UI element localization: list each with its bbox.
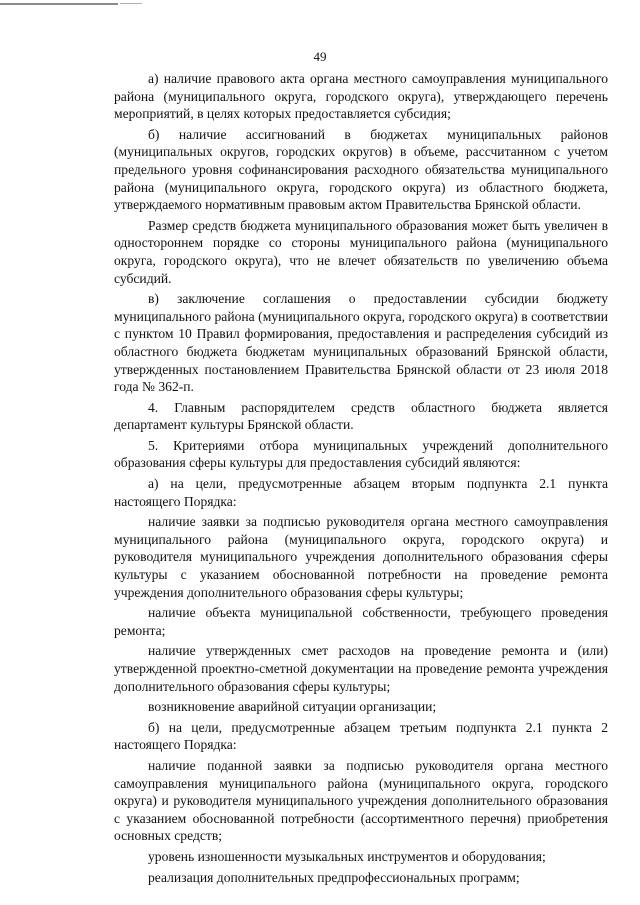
paragraph: наличие заявки за подписью руководителя органа местного самоуправления муниципального района (муниципального округа, городского округа) и руководителя муниципального учреждения дополнительного образования сферы культуры с указанием обоснованной потребности на проведение ремонта учреждения дополнительного образования сферы культуры;	[114, 514, 608, 600]
paragraph: наличие поданной заявки за подписью руководителя органа местного самоуправления муниципального района (муниципального округа, городского округа) и руководителя муниципального учреждения дополнительного образования с указанием обоснованной потребности (ассортиментного перечня) приобретения основных средств;	[114, 757, 608, 844]
paragraph: 5. Критериями отбора муниципальных учреждений дополнительного образования сферы культуры для предоставления субсидий являются:	[114, 437, 608, 471]
paragraph: Размер средств бюджета муниципального образования может быть увеличен в одностороннем порядке со стороны муниципального района (муниципального округа, городского округа), что не влечет обязательств по увеличению объема субсидий.	[114, 217, 608, 286]
paragraph: а) наличие правового акта органа местного самоуправления муниципального района (муниципального округа, городского округа), утверждающего перечень мероприятий, в целях которых предоставляется субсидия;	[114, 71, 608, 122]
paragraph: б) на цели, предусмотренные абзацем третьим подпункта 2.1 пункта 2 настоящего Порядка:	[114, 719, 608, 753]
paragraph: в) заключение соглашения о предоставлении субсидии бюджету муниципального района (муниципального округа, городского округа) в соответствии с пунктом 10 Правил формирования, предоставления и распределения субсидий из областного бюджета бюджетам муниципальных образований Брянской области, утвержденных постановлением Правительства Брянской области от 23 июля 2018 года № 362-п.	[114, 291, 608, 395]
page-number: 49	[313, 49, 327, 64]
document-body	[114, 70, 608, 889]
header-rule	[0, 3, 118, 5]
paragraph: уровень изношенности музыкальных инструментов и оборудования;	[148, 848, 546, 864]
paragraph: наличие объекта муниципальной собственности, требующего проведения ремонта;	[114, 605, 608, 638]
paragraph: возникновение аварийной ситуации организации;	[148, 699, 437, 715]
paragraph: наличие утвержденных смет расходов на проведение ремонта и (или) утвержденной проектно-сметной документации на проведение ремонта учреждения дополнительного образования сферы культуры;	[114, 643, 608, 694]
paragraph: а) на цели, предусмотренные абзацем вторым подпункта 2.1 пункта настоящего Порядка:	[114, 476, 608, 509]
paragraph: реализация дополнительных предпрофессиональных программ;	[148, 869, 520, 885]
paragraph: б) наличие ассигнований в бюджетах муниципальных районов (муниципальных округов, городских округов) в объеме, рассчитанном с учетом предельного уровня софинансирования расходного обязательства муниципального района (муниципального округа, городского округа) из областного бюджета, утверждаемого нормативным правовым актом Правительства Брянской области.	[114, 126, 608, 213]
header-rule-short	[120, 3, 142, 4]
paragraph: 4. Главным распорядителем средств областного бюджета является департамент культуры Брянской области.	[114, 399, 608, 433]
